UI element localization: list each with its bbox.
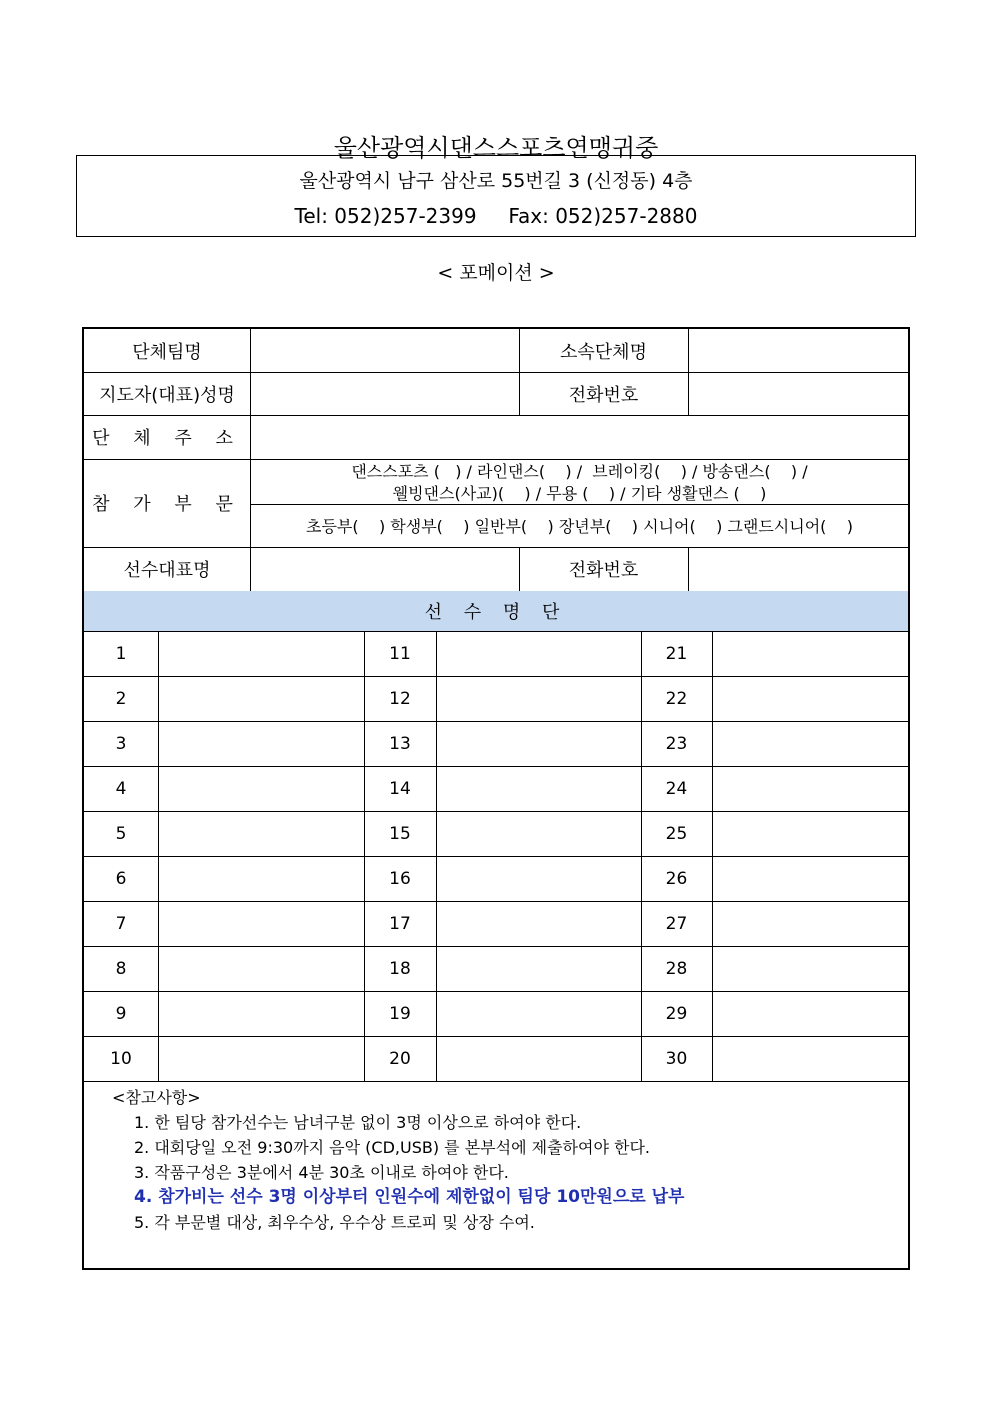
roster-number: 17 <box>389 913 411 934</box>
roster-name-field[interactable] <box>713 901 909 946</box>
roster-name-field[interactable] <box>437 946 642 991</box>
roster-number: 12 <box>389 688 411 709</box>
roster-number: 9 <box>115 1003 127 1024</box>
division-line-2: 웰빙댄스(사교)( ) / 무용 ( ) / 기타 생활댄스 ( ) <box>392 484 767 503</box>
note-item-highlight: 4. 참가비는 선수 3명 이상부터 인원수에 제한없이 팀당 10만원으로 납부 <box>134 1187 685 1207</box>
roster-number: 7 <box>115 913 127 934</box>
roster-number: 13 <box>389 733 411 754</box>
application-form <box>82 327 910 1270</box>
form-subtitle: < 포메이션 > <box>437 262 555 284</box>
roster-name-field[interactable] <box>159 991 365 1036</box>
roster-number: 16 <box>389 868 411 889</box>
roster-name-field[interactable] <box>437 631 642 676</box>
leader-name-field[interactable] <box>251 372 519 415</box>
address-box <box>76 155 916 237</box>
roster-name-field[interactable] <box>713 811 909 856</box>
roster-name-field[interactable] <box>159 676 365 721</box>
roster-name-field[interactable] <box>437 676 642 721</box>
affiliation-label: 소속단체명 <box>560 341 647 363</box>
roster-number: 14 <box>389 778 411 799</box>
roster-number: 28 <box>665 958 688 979</box>
roster-number: 30 <box>665 1048 688 1069</box>
roster-number: 10 <box>110 1048 132 1069</box>
roster-number: 6 <box>115 868 127 889</box>
address-text: 울산광역시 남구 삼산로 55번길 3 (신정동) 4층 <box>299 170 693 192</box>
roster-number: 15 <box>389 823 411 844</box>
roster-number: 21 <box>665 643 688 664</box>
roster-name-field[interactable] <box>713 946 909 991</box>
roster-name-field[interactable] <box>159 721 365 766</box>
rep-phone-field[interactable] <box>689 547 908 591</box>
roster-name-field[interactable] <box>713 1036 909 1081</box>
roster-name-field[interactable] <box>437 721 642 766</box>
roster-number: 3 <box>115 733 127 754</box>
notes-heading: <참고사항> <box>112 1088 201 1107</box>
roster-name-field[interactable] <box>159 901 365 946</box>
roster-number: 19 <box>389 1003 411 1024</box>
notes-section <box>112 1085 684 1235</box>
roster-name-field[interactable] <box>713 856 909 901</box>
roster-name-field[interactable] <box>159 946 365 991</box>
team-name-label: 단체팀명 <box>132 341 202 363</box>
roster-name-field[interactable] <box>437 856 642 901</box>
note-item: 2. 대회당일 오전 9:30까지 음악 (CD,USB) 를 본부석에 제출하여야 한다. <box>134 1138 650 1157</box>
roster-name-field[interactable] <box>713 631 909 676</box>
document-title: 울산광역시댄스스포츠연맹귀중 <box>333 134 659 162</box>
roster-name-field[interactable] <box>437 811 642 856</box>
roster-name-field[interactable] <box>159 766 365 811</box>
roster-name-field[interactable] <box>437 766 642 811</box>
roster-title: 선 수 명 단 <box>84 591 908 631</box>
phone-field[interactable] <box>689 372 908 415</box>
phone-label: 전화번호 <box>568 384 639 406</box>
row-divider <box>84 1081 908 1082</box>
address-field[interactable] <box>251 415 908 459</box>
roster-name-field[interactable] <box>713 676 909 721</box>
roster-name-field[interactable] <box>159 1036 365 1081</box>
roster-name-field[interactable] <box>437 991 642 1036</box>
roster-number: 8 <box>115 958 127 979</box>
affiliation-field[interactable] <box>689 329 908 372</box>
roster-number: 5 <box>115 823 127 844</box>
roster-number: 2 <box>115 688 127 709</box>
address-label: 단 체 주 소 <box>92 428 242 449</box>
roster-number: 1 <box>115 643 127 664</box>
division-label: 참 가 부 문 <box>92 494 242 515</box>
representative-label: 선수대표명 <box>123 560 211 581</box>
roster-number: 24 <box>665 778 688 799</box>
roster-number: 26 <box>665 868 688 889</box>
roster-number: 11 <box>389 643 411 664</box>
roster-number: 23 <box>665 733 688 754</box>
roster-number: 27 <box>665 913 688 934</box>
rep-phone-label: 전화번호 <box>568 560 639 581</box>
note-item: 3. 작품구성은 3분에서 4분 30초 이내로 하여야 한다. <box>134 1163 509 1182</box>
roster-name-field[interactable] <box>437 901 642 946</box>
contact-text: Tel: 052)257-2399 Fax: 052)257-2880 <box>294 204 698 228</box>
roster-name-field[interactable] <box>713 766 909 811</box>
roster-number: 29 <box>665 1003 688 1024</box>
roster-number: 20 <box>389 1048 411 1069</box>
roster-number: 25 <box>665 823 688 844</box>
age-groups: 초등부( ) 학생부( ) 일반부( ) 장년부( ) 시니어( ) 그랜드시니어( ) <box>306 517 853 536</box>
roster-name-field[interactable] <box>713 721 909 766</box>
roster-number: 22 <box>665 688 688 709</box>
note-item: 5. 각 부문별 대상, 최우수상, 우수상 트로피 및 상장 수여. <box>134 1213 535 1232</box>
roster-name-field[interactable] <box>437 1036 642 1081</box>
roster-name-field[interactable] <box>159 811 365 856</box>
roster-name-field[interactable] <box>159 631 365 676</box>
note-item: 1. 한 팀당 참가선수는 남녀구분 없이 3명 이상으로 하여야 한다. <box>134 1113 582 1132</box>
roster-name-field[interactable] <box>159 856 365 901</box>
leader-name-label: 지도자(대표)성명 <box>99 384 235 406</box>
representative-field[interactable] <box>251 547 519 591</box>
roster-number: 4 <box>115 778 127 799</box>
roster-name-field[interactable] <box>713 991 909 1036</box>
team-name-field[interactable] <box>251 329 519 372</box>
roster-number: 18 <box>389 958 411 979</box>
division-line-1: 댄스스포츠 ( ) / 라인댄스( ) / 브레이킹( ) / 방송댄스( ) / <box>351 462 808 481</box>
